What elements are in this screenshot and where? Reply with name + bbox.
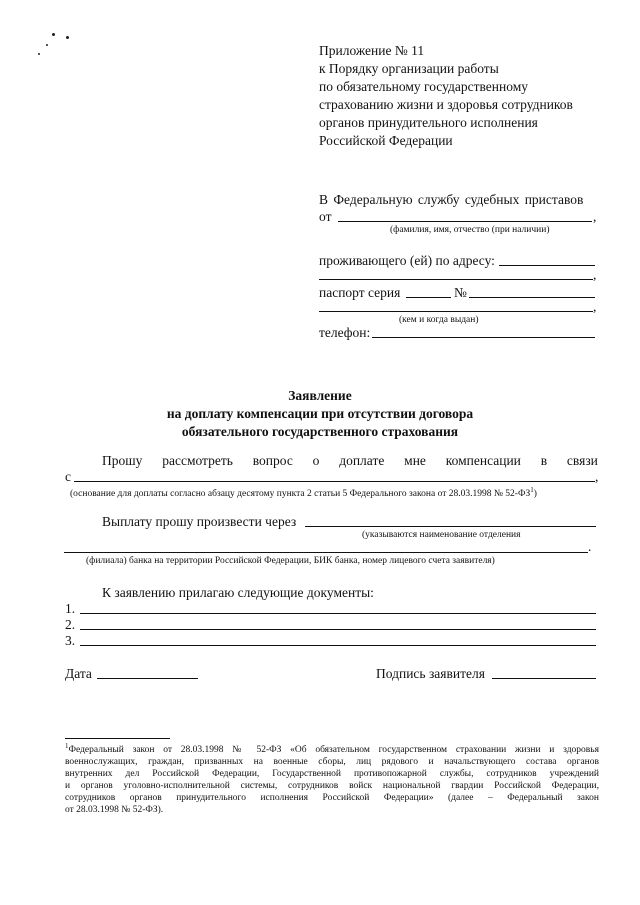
title-line-2: на доплату компенсации при отсутствии договора <box>166 406 474 421</box>
attach-label: К заявлению прилагаю следующие документы: <box>102 585 374 600</box>
appendix-line: к Порядку организации работы <box>319 61 499 76</box>
appendix-line: Российской Федерации <box>319 133 453 148</box>
title-line-3: обязательного государственного страхования <box>181 424 459 439</box>
footnote-line: от 28.03.1998 № 52-ФЗ). <box>65 805 164 816</box>
request-basis-field[interactable] <box>74 481 595 482</box>
request-word: связи <box>566 453 598 468</box>
request-word: вопрос <box>252 453 293 468</box>
footnote-line: военнослужащих, граждан, призванных на военные сборы, лиц рядового и начальствующего состава органов <box>65 757 599 768</box>
passport-hint: (кем и когда выдан) <box>399 315 479 325</box>
payment-field-1[interactable] <box>305 526 596 527</box>
request-line <box>102 452 598 470</box>
request-end: , <box>595 469 599 484</box>
basis-hint-text: (основание для доплаты согласно абзацу десятому пункта 2 статьи 5 Федерального закона от 28.03.1998 № 52-ФЗ <box>70 489 531 500</box>
phone-field[interactable] <box>372 337 595 338</box>
phone-label: телефон: <box>319 325 371 340</box>
address-field-1[interactable] <box>499 265 595 266</box>
passport-number-field[interactable] <box>469 297 595 298</box>
appendix-line: органов принудительного исполнения <box>319 115 538 130</box>
appendix-line: страхованию жизни и здоровья сотрудников <box>319 97 573 112</box>
attach-item-1-number: 1. <box>65 601 76 616</box>
title-line-1: Заявление <box>288 388 352 403</box>
request-word: о <box>312 453 320 468</box>
basis-hint <box>70 484 537 500</box>
date-field[interactable] <box>97 678 198 679</box>
request-word: мне <box>404 453 426 468</box>
appendix-line: по обязательному государственному <box>319 79 529 94</box>
attach-item-2-number: 2. <box>65 617 76 632</box>
basis-hint-close: ) <box>533 489 537 500</box>
footnote-line: и органов уголовно-исполнительной системы, сотрудников войск национальной гвардии Российской Федерации, <box>65 781 599 792</box>
scan-speck <box>38 53 40 55</box>
address-end: , <box>593 267 597 282</box>
document-title <box>0 387 640 441</box>
payment-hint-1: (указываются наименование отделения <box>362 530 521 540</box>
attach-item-2-field[interactable] <box>80 629 596 630</box>
footnote-line <box>65 740 599 756</box>
from-label: от <box>319 209 332 224</box>
footnote-mark: 1 <box>65 742 69 750</box>
footnote-line: сотрудников органов принудительного исполнения Российской Федерации» (далее – Федеральный закон <box>65 793 599 804</box>
request-word: рассмотреть <box>162 453 233 468</box>
passport-number-label: № <box>454 285 467 300</box>
request-word: Прошу <box>102 453 143 468</box>
passport-end: , <box>593 299 597 314</box>
footnote-ref: 1 <box>530 486 534 494</box>
footnote <box>65 740 599 816</box>
date-label: Дата <box>65 666 92 681</box>
address-field-2[interactable] <box>319 279 593 280</box>
from-field[interactable] <box>338 221 592 222</box>
passport-series-label: паспорт серия <box>319 285 401 300</box>
from-hint: (фамилия, имя, отчество (при наличии) <box>390 225 550 235</box>
footnote-separator <box>65 738 170 739</box>
from-end: , <box>593 209 597 224</box>
appendix-block <box>319 42 573 150</box>
payment-end: . <box>588 539 592 554</box>
attach-item-3-field[interactable] <box>80 645 596 646</box>
scan-speck <box>66 36 69 39</box>
footnote-line: внутренних дел Российской Федерации, Государственной противопожарной службы, сотрудников учреждений <box>65 769 599 780</box>
signature-field[interactable] <box>492 678 596 679</box>
scan-speck <box>46 44 48 46</box>
signature-label: Подпись заявителя <box>376 666 485 681</box>
attach-item-3-number: 3. <box>65 633 76 648</box>
payment-hint-2: (филиала) банка на территории Российской Федерации, БИК банка, номер лицевого счета заявителя) <box>86 556 495 566</box>
address-label: проживающего (ей) по адресу: <box>319 253 495 268</box>
appendix-line: Приложение № 11 <box>319 43 425 58</box>
footnote-line-text: Федеральный закон от 28.03.1998 № 52-ФЗ «Об обязательном государственном страховании жизни и здоровья <box>68 745 599 756</box>
request-c: с <box>65 469 71 484</box>
passport-series-field[interactable] <box>406 297 451 298</box>
request-word: компенсации <box>445 453 521 468</box>
attach-item-1-field[interactable] <box>80 613 596 614</box>
request-word: доплате <box>339 453 385 468</box>
payment-label: Выплату прошу произвести через <box>102 514 297 529</box>
passport-issued-field[interactable] <box>319 311 593 312</box>
scan-speck <box>52 33 55 36</box>
payment-field-2[interactable] <box>64 552 588 553</box>
request-word: в <box>540 453 548 468</box>
addressee-to: В Федеральную службу судебных приставов <box>319 192 584 207</box>
